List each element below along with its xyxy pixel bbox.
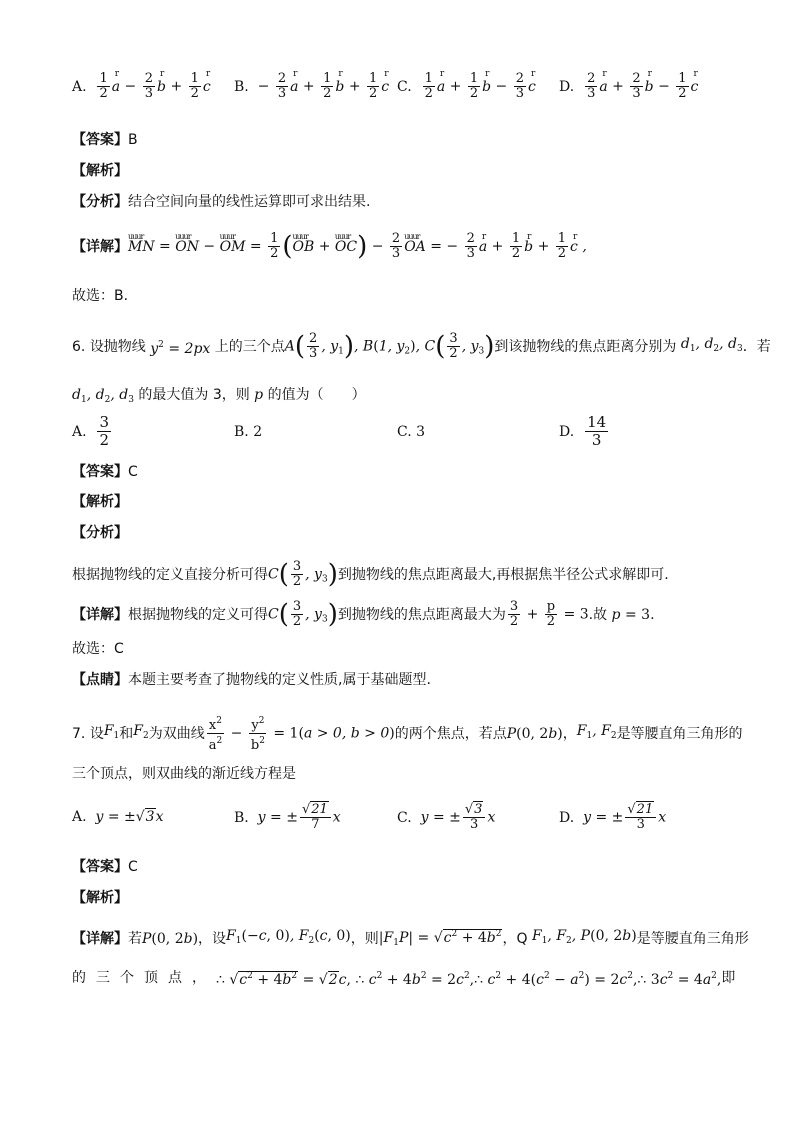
q5-answer: 【答案】B — [72, 132, 138, 148]
q7-analysis-heading: 【解析】 — [72, 890, 128, 906]
q7-option-a: A. y = ±√3x — [72, 809, 164, 825]
q7-option-c: C. y = ± $\frac{√3}{3}$ x — [397, 802, 496, 832]
q6-stem-line1: 6. 设抛物线 $y^2 = 2px$ 上的三个点 A( $\frac{2}{3}$ , $y_1$), B(1, $y_2$), C( $\frac{3}{2}$ , $y_3$) 到该抛物线的焦点距离分别为 $d_1$, $d_2$, $d_3$ ．若 — [72, 331, 771, 362]
q5-analysis-heading: 【解析】 — [72, 163, 128, 179]
q7-stem-line1: 7. 设 $F_1$ 和 $F_2$ 为双曲线 $\frac{x^2}{a^2}$ − $\frac{y^2}{b^2}$ = 1(a > 0, b > 0) 的两个焦点，若点 P(0, 2b) ， $F_1$, $F_2$ 是等腰直角三角形的 — [72, 716, 743, 753]
q6-dianjing: 【点睛】本题主要考查了抛物线的定义性质,属于基础题型. — [72, 672, 431, 688]
q6-fenxi-text: 根据抛物线的定义直接分析可得 C( $\frac{3}{2}$ , $y_3$) 到抛物线的焦点距离最大,再根据焦半径公式求解即可. — [72, 559, 669, 590]
q6-detail: 【详解】 根据抛物线的定义可得 C( $\frac{3}{2}$ , $y_3$) 到抛物线的焦点距离最大为 $\frac{3}{2}$ + $\frac{p}{2}$ = 3 .故 p = 3. — [72, 599, 655, 630]
q5-options — [72, 72, 724, 112]
q5-option-b: B. − $\frac{2}{3}$ r a + $\frac{1}{2}$ r b + $\frac{1}{2}$ r c — [234, 72, 389, 101]
q6-analysis-heading: 【解析】 — [72, 494, 128, 510]
q7-answer: 【答案】C — [72, 859, 138, 875]
q6-stem-line2: $d_1$, $d_2$, $d_3$ 的最大值为 3，则 p 的值为（ ） — [72, 387, 366, 405]
q6-conclusion: 故选：C — [72, 641, 124, 657]
q5-detail: 【详解】 uuur MN = uuur ON − uuur OM = $\frac{1}{2}$ (uuur OB + uuur OC) − $\frac{2}{3}$ uuur OA = − $\frac{2}{3}$ r a + $\frac{1}{2}$ r b + $\frac{1}{2}$ r c , — [72, 232, 724, 261]
q5-option-c: C. $\frac{1}{2}$ r a + $\frac{1}{2}$ r b − $\frac{2}{3}$ r c — [397, 72, 536, 101]
q7-detail-line2: 的三个顶点， ∴ $√c^2 + 4b^2 = √2c$, ∴ $c^2 + 4b^2 = 2c^2$, ∴ $c^2 + 4(c^2 - a^2) = 2c^2$, ∴ $3c^2 = 4a^2$, 即 — [72, 970, 736, 988]
q7-detail-line1: 【详解】 若 P(0, 2b) ，设 $F_1(-c$, 0), $F_2(c$, 0) ，则 $|F_1P| = √c^2 + 4b^2$ ，Q $F_1$, $F_2$, P(0, 2b) 是等腰直角三角形 — [72, 928, 749, 948]
q5-fenxi: 【分析】结合空间向量的线性运算即可求出结果. — [72, 194, 371, 210]
q6-option-c: C. 3 — [397, 424, 426, 440]
q7-option-d: D. y = ± $\frac{√21}{3}$ x — [559, 802, 667, 832]
q6-options — [72, 414, 724, 458]
q6-option-a: A. $\frac{3}{2}$ — [72, 413, 110, 449]
q6-fenxi-heading: 【分析】 — [72, 525, 128, 541]
q5-option-a: A. $\frac{1}{2}$ r a − $\frac{2}{3}$ r b + $\frac{1}{2}$ r c — [72, 72, 211, 101]
q6-option-b: B. 2 — [234, 424, 263, 440]
q5-conclusion: 故选：B. — [72, 288, 129, 304]
q7-stem-line2: 三个顶点，则双曲线的渐近线方程是 — [72, 766, 296, 782]
q7-options — [72, 803, 724, 843]
q6-answer: 【答案】C — [72, 464, 138, 480]
q7-option-b: B. y = ± $\frac{√21}{7}$ x — [234, 802, 341, 832]
q6-option-d: D. $\frac{14}{3}$ — [559, 413, 607, 449]
q5-option-d: D. $\frac{2}{3}$ r a + $\frac{2}{3}$ r b − $\frac{1}{2}$ r c — [559, 72, 698, 101]
